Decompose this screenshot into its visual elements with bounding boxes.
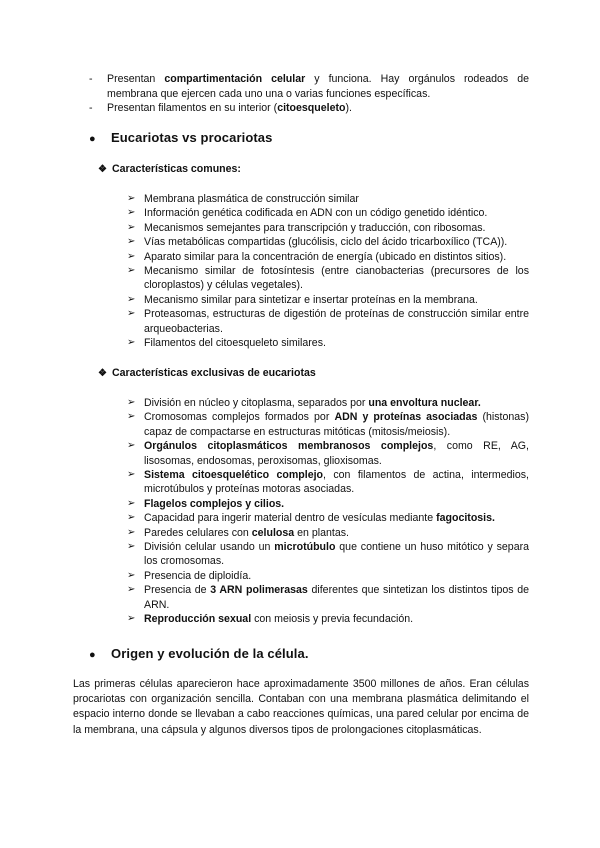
list-item: ➢ Mecanismo similar de fotosíntesis (entre cianobacterias (precursores de los cloroplastos) y células vegetales). xyxy=(127,265,529,292)
arrow-icon: ➢ xyxy=(127,584,136,596)
arrow-icon: ➢ xyxy=(127,250,136,262)
list-item: ➢ División en núcleo y citoplasma, separados por una envoltura nuclear. xyxy=(127,397,481,409)
arrow-icon: ➢ xyxy=(127,207,136,219)
list-item: ➢ Información genética codificada en ADN con un código genetido idéntico. xyxy=(127,207,488,220)
list-item: ➢ Cromosomas complejos formados por ADN y proteínas asociadas (histonas) capaz de compactarse en estructuras mitóticas (mitosis/meiosis). xyxy=(127,411,529,438)
list-item: ➢ Capacidad para ingerir material dentro de vesículas mediante fagocitosis. xyxy=(127,512,495,525)
arrow-icon: ➢ xyxy=(127,308,136,320)
list-item: ➢ Mecanismo similar para sintetizar e insertar proteínas en la membrana. xyxy=(127,293,478,306)
subheading-common: ❖ Características comunes: xyxy=(98,163,241,175)
exclusive-list xyxy=(127,396,529,627)
bullet-icon: ● xyxy=(89,649,96,661)
arrow-icon: ➢ xyxy=(127,440,136,452)
list-item: ➢ Reproducción sexual con meiosis y previa fecundación. xyxy=(127,613,414,626)
arrow-icon: ➢ xyxy=(127,221,136,233)
arrow-icon: ➢ xyxy=(127,193,136,204)
arrow-icon: ➢ xyxy=(127,337,136,349)
list-item: ➢ Vías metabólicas compartidas (glucólisis, ciclo del ácido tricarboxílico (TCA)). xyxy=(127,236,508,249)
arrow-icon: ➢ xyxy=(127,613,136,625)
list-item: ➢ Presencia de 3 ARN polimerasas diferentes que sintetizan los distintos tipos de ARN. xyxy=(127,584,529,611)
list-item: ➢ División celular usando un microtúbulo que contiene un huso mitótico y separa los cromosomas. xyxy=(127,541,530,568)
intro-item xyxy=(89,72,529,101)
list-item: ➢ Flagelos complejos y cilios. xyxy=(127,497,285,510)
list-item: ➢ Mecanismos semejantes para transcripción y traducción, con ribosomas. xyxy=(127,221,486,234)
list-item: ➢ Aparato similar para la concentración de energía (ubicado en distintos sitios). xyxy=(127,250,507,263)
arrow-icon: ➢ xyxy=(127,293,136,305)
list-item: ➢ Proteasomas, estructuras de digestión de proteínas de construcción similar entre arqueobacterias. xyxy=(127,308,529,335)
intro-text: Presentan compartimentación celular y funciona. Hay orgánulos rodeados de membrana que ejercen cada uno una o varias funciones específicas. xyxy=(107,73,529,100)
list-item: ➢ Paredes celulares con celulosa en plantas. xyxy=(127,526,349,539)
arrow-icon: ➢ xyxy=(127,411,136,423)
bullet-icon: ● xyxy=(89,133,96,145)
arrow-icon: ➢ xyxy=(127,397,136,408)
intro-text: Presentan filamentos en su interior (citoesqueleto). xyxy=(107,102,352,114)
subheading-exclusive: ❖ Características exclusivas de eucariotas xyxy=(98,367,316,379)
arrow-icon: ➢ xyxy=(127,265,136,277)
arrow-icon: ➢ xyxy=(127,469,136,481)
diamond-icon: ❖ xyxy=(98,368,107,379)
section-heading-origen: ● Origen y evolución de la célula. xyxy=(89,646,309,661)
list-item: ➢ Filamentos del citoesqueleto similares. xyxy=(127,337,326,350)
dash-marker: - xyxy=(89,73,93,85)
dash-marker: - xyxy=(89,102,93,114)
arrow-icon: ➢ xyxy=(127,236,136,248)
diamond-icon: ❖ xyxy=(98,164,107,175)
arrow-icon: ➢ xyxy=(127,569,136,581)
list-item: ➢ Presencia de diploidía. xyxy=(127,569,252,582)
list-item: ➢ Sistema citoesquelético complejo, con filamentos de actina, intermedios, microtúbulos y proteínas motoras asociadas. xyxy=(127,469,529,496)
arrow-icon: ➢ xyxy=(127,497,136,509)
list-item: ➢ Orgánulos citoplasmáticos membranosos complejos, como RE, AG, lisosomas, endosomas, peroxisomas, glioxisomas. xyxy=(127,440,529,467)
intro-item xyxy=(89,101,529,116)
arrow-icon: ➢ xyxy=(127,512,136,524)
body-paragraph: Las primeras células aparecieron hace aproximadamente 3500 millones de años. Eran células procariotas con organización sencilla. Contaban con una membrana plasmática delimitando el espacio interno donde se llevaban a cabo reacciones químicas, una pared celular por encima de la membrana, una cápsula y algunos diversos tipos de prolongaciones citoplasmáticas. xyxy=(73,678,529,736)
list-item: ➢ Membrana plasmática de construcción similar xyxy=(127,193,359,205)
section-heading-eucariotas: ● Eucariotas vs procariotas xyxy=(89,130,273,145)
common-list xyxy=(127,192,529,350)
arrow-icon: ➢ xyxy=(127,526,136,538)
arrow-icon: ➢ xyxy=(127,541,136,553)
